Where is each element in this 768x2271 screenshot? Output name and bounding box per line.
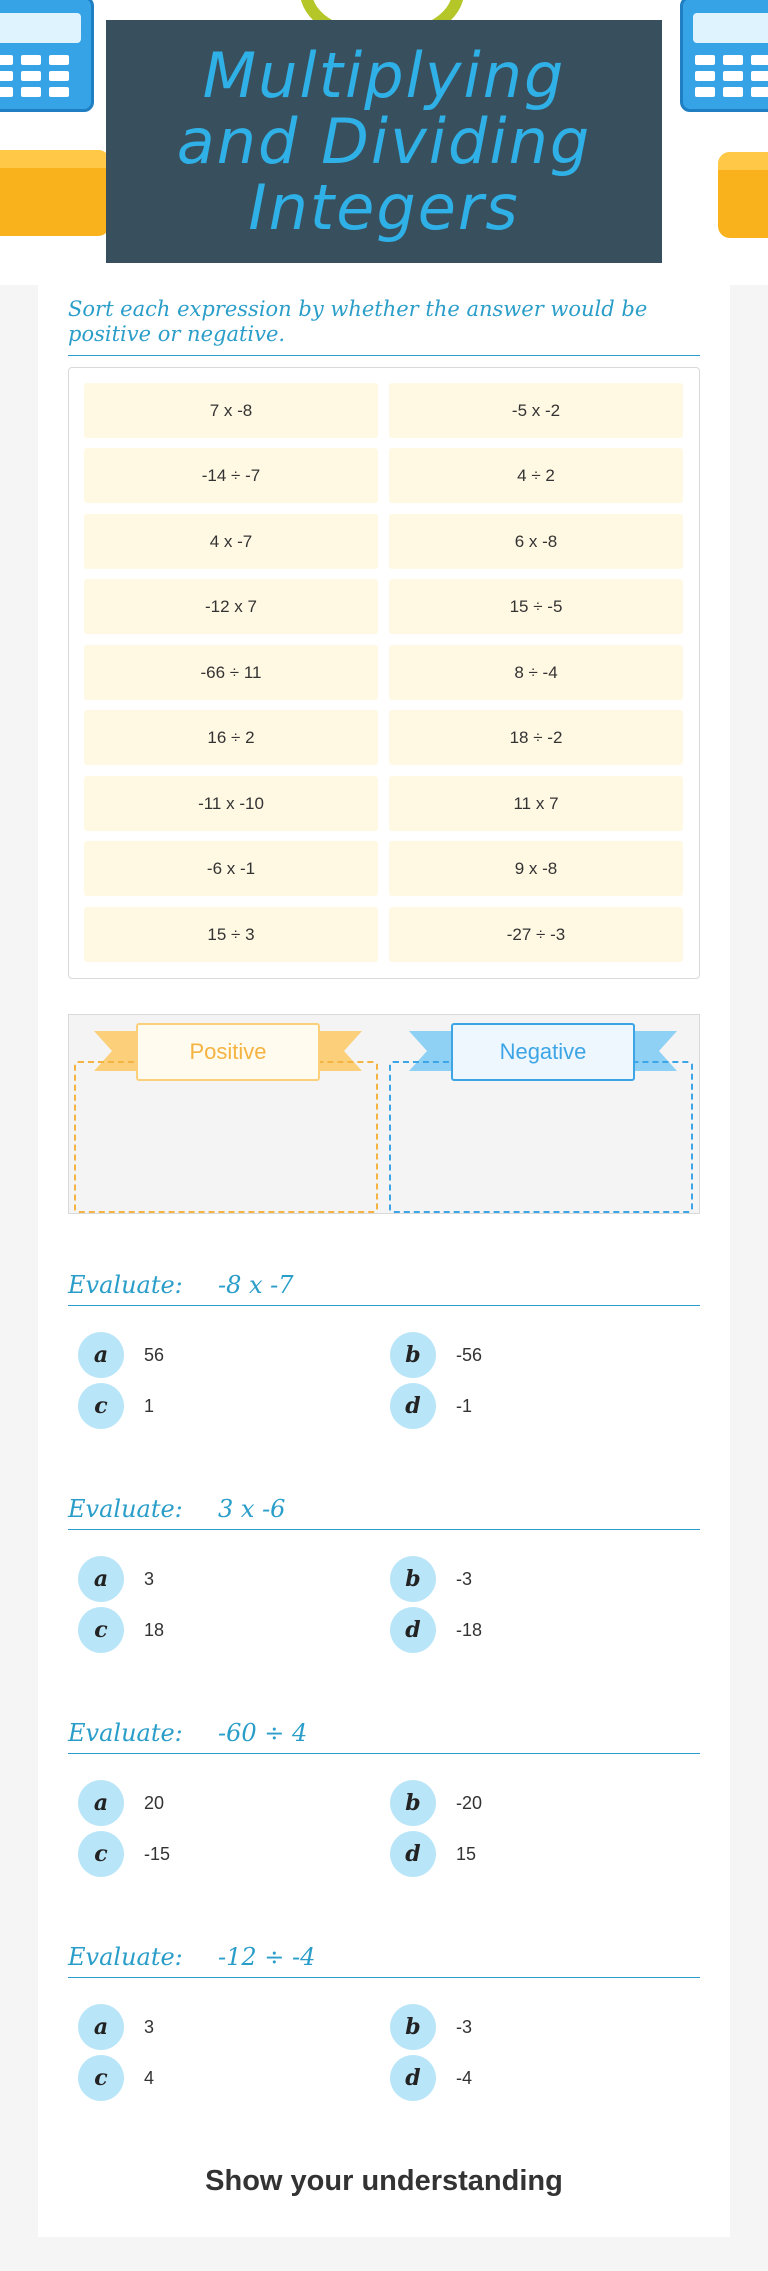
question-expression: -8 x -7 bbox=[218, 1271, 294, 1299]
draggable-expression[interactable]: 15 ÷ 3 bbox=[84, 907, 378, 962]
draggable-expression[interactable]: -27 ÷ -3 bbox=[389, 907, 683, 962]
option-text: -4 bbox=[456, 2067, 473, 2088]
draggable-expression[interactable]: 18 ÷ -2 bbox=[389, 710, 683, 765]
answer-option-d[interactable] bbox=[380, 2054, 680, 2102]
question-prefix: Evaluate: bbox=[68, 1719, 183, 1747]
option-text: 3 bbox=[144, 1568, 155, 1589]
option-letter-badge: a bbox=[78, 2004, 124, 2050]
option-letter-badge: c bbox=[78, 1831, 124, 1877]
answer-option-a[interactable] bbox=[68, 1555, 368, 1603]
draggable-expression[interactable]: 6 x -8 bbox=[389, 514, 683, 569]
calculator-icon bbox=[680, 0, 768, 112]
option-letter-badge: a bbox=[78, 1332, 124, 1378]
answer-option-a[interactable] bbox=[68, 1779, 368, 1827]
draggable-expression[interactable]: 15 ÷ -5 bbox=[389, 579, 683, 634]
draggable-expression[interactable]: -12 x 7 bbox=[84, 579, 378, 634]
sort-source-panel bbox=[68, 367, 700, 979]
option-letter-badge: c bbox=[78, 1383, 124, 1429]
option-text: 1 bbox=[144, 1395, 155, 1416]
header-banner bbox=[0, 0, 768, 285]
question-heading bbox=[68, 1265, 700, 1306]
answer-option-d[interactable] bbox=[380, 1830, 680, 1878]
answer-option-c[interactable] bbox=[68, 1830, 368, 1878]
question-heading bbox=[68, 1937, 700, 1978]
option-letter-badge: b bbox=[390, 2004, 436, 2050]
question-prefix: Evaluate: bbox=[68, 1271, 183, 1299]
option-letter-badge: d bbox=[390, 1831, 436, 1877]
answer-option-c[interactable] bbox=[68, 2054, 368, 2102]
option-text: -56 bbox=[456, 1344, 483, 1365]
question-3 bbox=[68, 1713, 700, 1883]
draggable-expression[interactable]: -14 ÷ -7 bbox=[84, 448, 378, 503]
answer-option-b[interactable] bbox=[380, 1779, 680, 1827]
answer-option-d[interactable] bbox=[380, 1382, 680, 1430]
sort-bucket-panel bbox=[68, 1014, 700, 1214]
draggable-expression[interactable]: 16 ÷ 2 bbox=[84, 710, 378, 765]
worksheet-card bbox=[38, 285, 730, 2237]
answer-option-a[interactable] bbox=[68, 2003, 368, 2051]
option-letter-badge: a bbox=[78, 1780, 124, 1826]
option-text: 4 bbox=[144, 2067, 155, 2088]
option-text: 18 bbox=[144, 1619, 165, 1640]
section-heading: Show your understanding bbox=[205, 2165, 563, 2197]
option-letter-badge: c bbox=[78, 2055, 124, 2101]
draggable-expression[interactable]: -5 x -2 bbox=[389, 383, 683, 438]
draggable-expression[interactable]: 8 ÷ -4 bbox=[389, 645, 683, 700]
sort-instruction: Sort each expression by whether the answer would be positive or negative. bbox=[68, 297, 700, 356]
calculator-icon bbox=[0, 0, 94, 112]
question-expression: -12 ÷ -4 bbox=[218, 1943, 316, 1971]
answer-option-c[interactable] bbox=[68, 1606, 368, 1654]
question-heading bbox=[68, 1713, 700, 1754]
option-letter-badge: d bbox=[390, 1383, 436, 1429]
option-letter-badge: c bbox=[78, 1607, 124, 1653]
option-letter-badge: d bbox=[390, 2055, 436, 2101]
draggable-expression[interactable]: 4 x -7 bbox=[84, 514, 378, 569]
option-text: 3 bbox=[144, 2016, 155, 2037]
answer-option-a[interactable] bbox=[68, 1331, 368, 1379]
positive-drop-zone[interactable] bbox=[74, 1061, 378, 1213]
option-text: 15 bbox=[456, 1843, 477, 1864]
question-expression: -60 ÷ 4 bbox=[218, 1719, 308, 1747]
draggable-expression[interactable]: -11 x -10 bbox=[84, 776, 378, 831]
draggable-expression[interactable]: 7 x -8 bbox=[84, 383, 378, 438]
option-text: -3 bbox=[456, 1568, 473, 1589]
answer-option-b[interactable] bbox=[380, 2003, 680, 2051]
draggable-expression[interactable]: 11 x 7 bbox=[389, 776, 683, 831]
option-text: -1 bbox=[456, 1395, 473, 1416]
option-letter-badge: b bbox=[390, 1780, 436, 1826]
answer-option-c[interactable] bbox=[68, 1382, 368, 1430]
draggable-expression[interactable]: -66 ÷ 11 bbox=[84, 645, 378, 700]
option-text: 20 bbox=[144, 1792, 165, 1813]
negative-drop-zone[interactable] bbox=[389, 1061, 693, 1213]
option-text: -15 bbox=[144, 1843, 171, 1864]
option-letter-badge: b bbox=[390, 1332, 436, 1378]
negative-label: Negative bbox=[451, 1023, 635, 1081]
question-prefix: Evaluate: bbox=[68, 1943, 183, 1971]
question-1 bbox=[68, 1265, 700, 1435]
answer-option-b[interactable] bbox=[380, 1331, 680, 1379]
option-text: 56 bbox=[144, 1344, 165, 1365]
option-text: -3 bbox=[456, 2016, 473, 2037]
question-expression: 3 x -6 bbox=[218, 1495, 286, 1523]
answer-option-d[interactable] bbox=[380, 1606, 680, 1654]
draggable-expression[interactable]: 9 x -8 bbox=[389, 841, 683, 896]
title-box bbox=[106, 20, 662, 263]
question-4 bbox=[68, 1937, 700, 2107]
pencil-case-icon bbox=[718, 152, 768, 238]
option-letter-badge: b bbox=[390, 1556, 436, 1602]
page-title: Multiplying and Dividing Integers bbox=[176, 38, 592, 244]
question-2 bbox=[68, 1489, 700, 1659]
question-heading bbox=[68, 1489, 700, 1530]
option-text: -18 bbox=[456, 1619, 483, 1640]
question-prefix: Evaluate: bbox=[68, 1495, 183, 1523]
option-letter-badge: d bbox=[390, 1607, 436, 1653]
pencil-case-icon bbox=[0, 150, 110, 236]
option-text: -20 bbox=[456, 1792, 483, 1813]
option-letter-badge: a bbox=[78, 1556, 124, 1602]
positive-label: Positive bbox=[136, 1023, 320, 1081]
draggable-expression[interactable]: 4 ÷ 2 bbox=[389, 448, 683, 503]
answer-option-b[interactable] bbox=[380, 1555, 680, 1603]
draggable-expression[interactable]: -6 x -1 bbox=[84, 841, 378, 896]
